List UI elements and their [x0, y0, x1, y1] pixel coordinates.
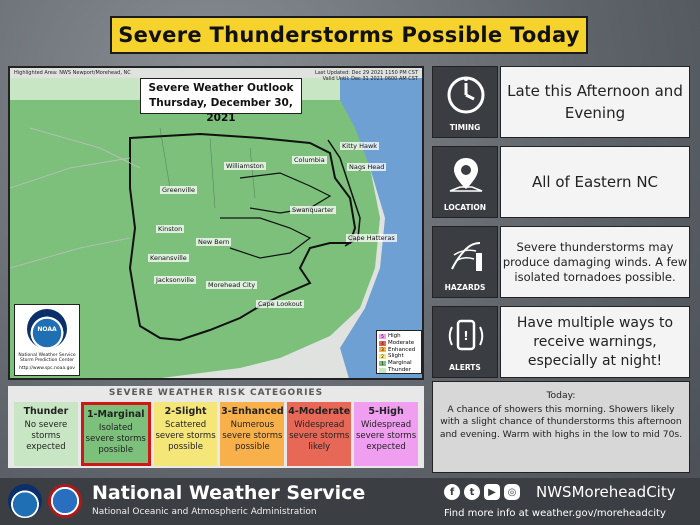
legend-swatch: 2: [379, 354, 386, 359]
tile-label: HAZARDS: [444, 283, 486, 292]
nws-logo-icon: [48, 484, 82, 518]
tile-label: ALERTS: [449, 363, 481, 372]
map-pin-icon: [446, 155, 486, 195]
badge-line-2: Storm Prediction Center: [20, 358, 74, 363]
map-highlight-note: Highlighted Area: NWS Newport/Morehead, NC: [14, 70, 131, 76]
city-label: Kinston: [158, 225, 183, 233]
noaa-logo-icon: [27, 309, 67, 349]
instagram-icon[interactable]: ◎: [504, 484, 520, 500]
risk-slight: [154, 402, 218, 466]
legend-item: [379, 333, 419, 340]
city-label: Swanquarter: [292, 206, 334, 214]
alerts-text: Have multiple ways to receive warnings, especially at night!: [516, 314, 674, 369]
legend-item: [379, 340, 419, 347]
footer: [0, 478, 700, 525]
risk-title: 1-Marginal: [86, 409, 145, 420]
last-updated: Last Updated: Dec 29 2021 1150 PM CST: [314, 70, 418, 76]
city-label: Cape Hatteras: [348, 234, 395, 242]
risk-title: 2-Slight: [164, 406, 207, 417]
legend-swatch: 1: [379, 361, 386, 366]
legend-label: Thunder: [388, 366, 411, 373]
legend-item: [379, 367, 419, 374]
title-banner: [110, 16, 588, 54]
risk-moderate: [287, 402, 351, 466]
city-label: Jacksonville: [156, 276, 194, 284]
alerts-card: [500, 306, 690, 378]
outlook-date: Thursday, December 30, 2021: [149, 97, 293, 124]
risk-text: Isolated severe storms possible: [85, 423, 146, 455]
wind-tree-icon: [446, 235, 486, 275]
legend-swatch: 4: [379, 341, 386, 346]
forecast-box: [432, 381, 690, 473]
risk-enhanced: [220, 402, 284, 466]
risk-categories: [8, 400, 424, 468]
risk-high: [354, 402, 418, 466]
timing-tile: [432, 66, 498, 138]
legend-item: [379, 353, 419, 360]
legend-label: Moderate: [388, 339, 415, 346]
timing-card: [500, 66, 690, 138]
clock-icon: [446, 75, 486, 115]
city-label: Cape Lookout: [258, 300, 303, 308]
legend-item: [379, 360, 419, 367]
social-handle[interactable]: NWSMoreheadCity: [536, 483, 676, 501]
risk-text: Numerous severe storms possible: [222, 420, 283, 452]
city-label: Kitty Hawk: [342, 142, 378, 150]
legend-label: Marginal: [388, 360, 412, 367]
legend-item: [379, 347, 419, 354]
page-title: Severe Thunderstorms Possible Today: [118, 23, 580, 47]
tile-label: LOCATION: [443, 203, 487, 212]
badge-line-1: National Weather Service: [18, 353, 76, 358]
phone-alert-icon: [446, 315, 486, 355]
agency-name: National Weather Service: [92, 482, 366, 504]
location-tile: [432, 146, 498, 218]
youtube-icon[interactable]: ▶: [484, 484, 500, 500]
hazards-card: [500, 226, 690, 298]
legend-label: Slight: [388, 353, 404, 360]
timing-text: Late this Afternoon and Evening: [507, 82, 683, 122]
risk-text: Widespread severe storms expected: [355, 420, 417, 452]
risk-marginal: [81, 402, 151, 466]
city-label: Columbia: [294, 156, 325, 164]
risk-text: Widespread severe storms likely: [289, 420, 350, 452]
city-label: Nags Head: [349, 163, 385, 171]
risk-title: Thunder: [23, 406, 69, 417]
risk-title: 5-High: [368, 406, 404, 417]
badge-url: http://www.spc.noaa.gov: [19, 366, 75, 371]
facebook-icon[interactable]: f: [444, 484, 460, 500]
city-label: Greenville: [162, 186, 195, 194]
outlook-title: Severe Weather Outlook: [148, 82, 294, 94]
location-card: [500, 146, 690, 218]
risk-title: 3-Enhanced: [221, 406, 284, 417]
forecast-heading: Today:: [546, 390, 576, 401]
svg-text:!: !: [463, 329, 469, 343]
city-label: New Bern: [198, 238, 230, 246]
noaa-logo-text: NOAA: [37, 325, 57, 333]
tile-label: TIMING: [449, 123, 481, 132]
valid-until: Valid Until: Dec 31 2021 0600 AM CST: [322, 76, 418, 82]
hazards-text: Severe thunderstorms may produce damaging winds. A few isolated tornadoes possible.: [502, 239, 688, 284]
agency-subtitle: National Oceanic and Atmospheric Administration: [92, 507, 317, 517]
risk-text: Scattered severe storms possible: [155, 420, 216, 452]
legend-swatch: [379, 368, 386, 373]
forecast-text: A chance of showers this morning. Showers likely with a slight chance of thunderstorms this afternoon and evening. Warm with highs in the low to mid 70s.: [439, 403, 683, 440]
noaa-logo-icon: [8, 484, 42, 518]
map-legend: [376, 330, 422, 374]
city-label: Kenansville: [150, 254, 187, 262]
city-label: Morehead City: [208, 281, 256, 289]
more-info-link[interactable]: Find more info at weather.gov/moreheadcity: [444, 508, 666, 519]
twitter-icon[interactable]: t: [464, 484, 480, 500]
social-icons: [444, 484, 520, 500]
location-text: All of Eastern NC: [531, 173, 659, 191]
legend-label: Enhanced: [388, 346, 416, 353]
alerts-tile: [432, 306, 498, 378]
legend-swatch: 3: [379, 347, 386, 352]
outlook-map: [8, 66, 424, 380]
city-label: Williamston: [226, 162, 264, 170]
hazards-tile: [432, 226, 498, 298]
risk-title: 4-Moderate: [288, 406, 351, 417]
legend-label: High: [388, 333, 401, 339]
risk-categories-header: SEVERE WEATHER RISK CATEGORIES: [8, 386, 424, 400]
noaa-spc-badge: [14, 304, 80, 376]
map-valid-note: [315, 70, 418, 82]
risk-thunder: [14, 402, 78, 466]
risk-text: No severe storms expected: [24, 420, 68, 452]
legend-swatch: 5: [379, 334, 386, 339]
outlook-title-box: [140, 78, 302, 124]
